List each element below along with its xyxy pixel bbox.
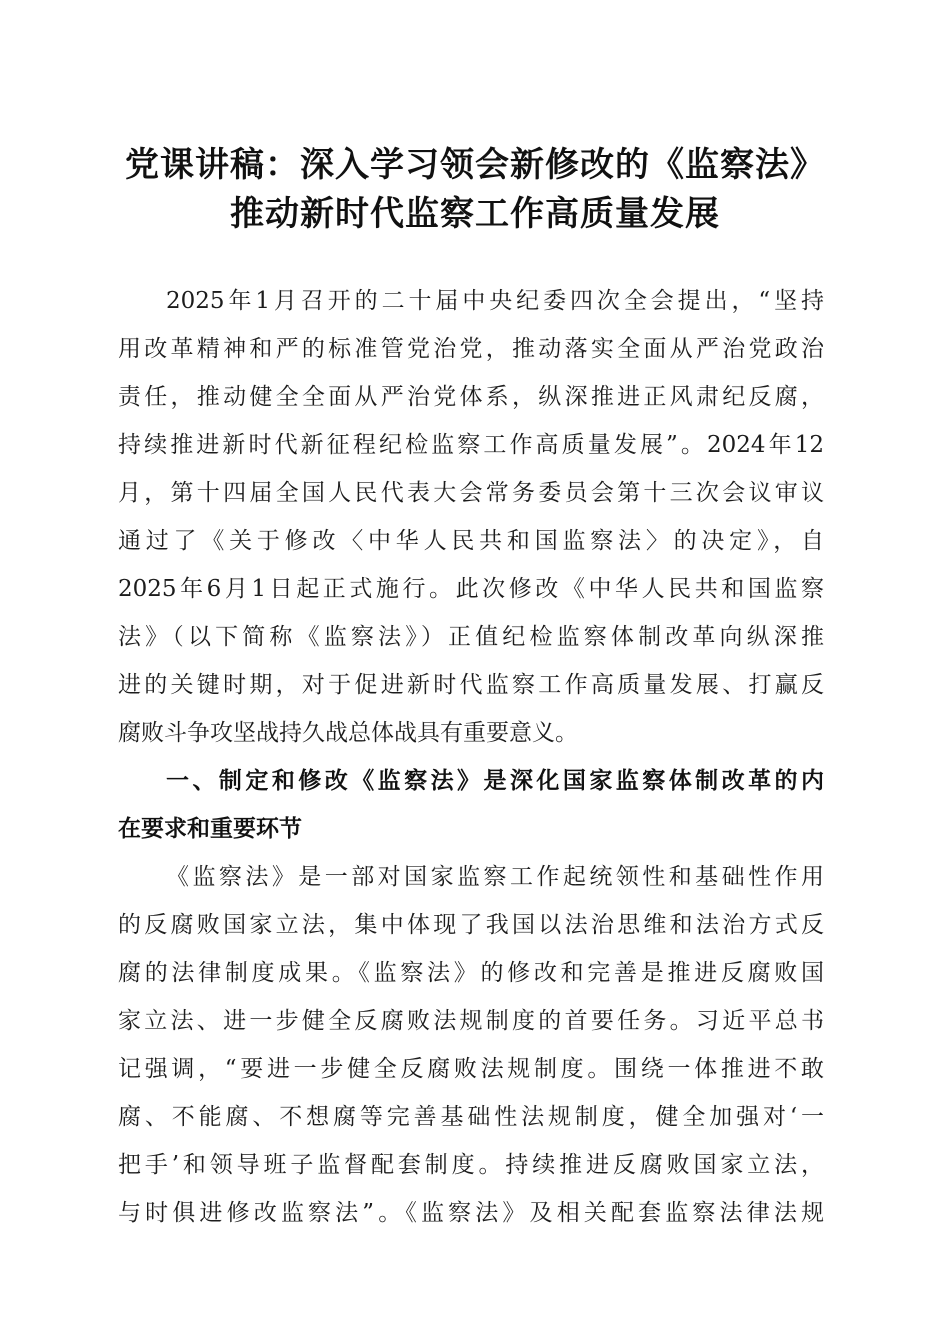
section-paragraph-line: 腐的法律制度成果。《监察法》的修改和完善是推进反腐败国 <box>118 960 824 986</box>
intro-paragraph-line: 通过了《关于修改〈中华人民共和国监察法〉的决定》，自 <box>118 528 824 554</box>
section-paragraph-line: 的反腐败国家立法，集中体现了我国以法治思维和法治方式反 <box>118 912 824 938</box>
section-paragraph-line: 把手’和领导班子监督配套制度。持续推进反腐败国家立法， <box>118 1152 824 1178</box>
document-title-line-1: 党课讲稿：深入学习领会新修改的《监察法》 <box>125 145 825 185</box>
section-paragraph-line: 《监察法》是一部对国家监察工作起统领性和基础性作用 <box>166 864 824 890</box>
intro-paragraph-line: 责任，推动健全全面从严治党体系，纵深推进正风肃纪反腐， <box>118 384 824 410</box>
section-heading-line-2: 在要求和重要环节 <box>118 816 302 842</box>
intro-paragraph-line: 2025年1月召开的二十届中央纪委四次全会提出，“坚持 <box>166 288 824 314</box>
section-heading-line-1: 一、制定和修改《监察法》是深化国家监察体制改革的内 <box>166 768 824 794</box>
section-paragraph-line: 与时俱进修改监察法”。《监察法》及相关配套监察法律法规 <box>118 1200 824 1226</box>
intro-paragraph-line: 法》（以下简称《监察法》）正值纪检监察体制改革向纵深推 <box>118 624 824 650</box>
intro-paragraph-line: 腐败斗争攻坚战持久战总体战具有重要意义。 <box>118 720 578 746</box>
intro-paragraph-line: 2025年6月1日起正式施行。此次修改《中华人民共和国监察 <box>118 576 824 602</box>
intro-paragraph-line: 用改革精神和严的标准管党治党，推动落实全面从严治党政治 <box>118 336 824 362</box>
section-paragraph-line: 家立法、进一步健全反腐败法规制度的首要任务。习近平总书 <box>118 1008 824 1034</box>
intro-paragraph-line: 月，第十四届全国人民代表大会常务委员会第十三次会议审议 <box>118 480 824 506</box>
document-title-line-2: 推动新时代监察工作高质量发展 <box>230 194 720 234</box>
intro-paragraph-line: 持续推进新时代新征程纪检监察工作高质量发展”。2024年12 <box>118 432 824 458</box>
intro-paragraph-line: 进的关键时期，对于促进新时代监察工作高质量发展、打赢反 <box>118 672 824 698</box>
section-paragraph-line: 记强调，“要进一步健全反腐败法规制度。围绕一体推进不敢 <box>118 1056 824 1082</box>
section-paragraph-line: 腐、不能腐、不想腐等完善基础性法规制度，健全加强对‘一 <box>118 1104 824 1130</box>
